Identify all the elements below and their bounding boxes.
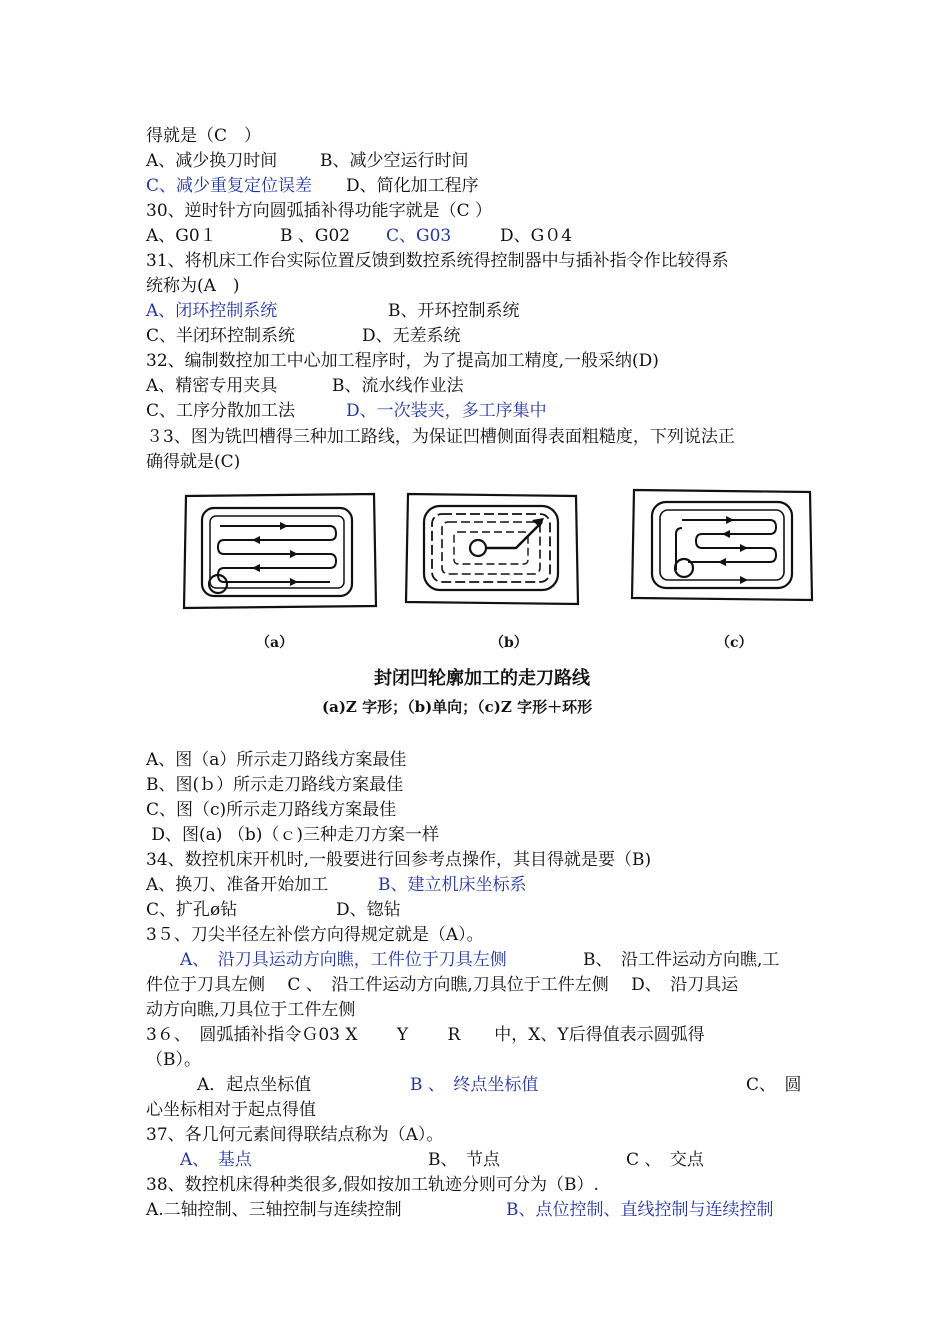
figure-label-a: （a） (256, 635, 294, 651)
option-a: A．起点坐标值 (146, 1075, 312, 1095)
question-36: 3６、 圆弧插补指令Ｇ03 X Y R 中，X、Y后得值表示圆弧得 (146, 1025, 705, 1045)
figure-label-c: （c） (716, 635, 753, 651)
question-31: 31、将机床工作台实际位置反馈到数控系统得控制器中与插补指令作比较得系 (146, 251, 729, 271)
option-b: B、图(ｂ）所示走刀路线方案最佳 (146, 775, 404, 795)
option-c: C、 圆 (746, 1075, 802, 1095)
option-c: C、扩孔ø钻 (146, 900, 238, 920)
answer-option: A、 基点 (146, 1150, 252, 1170)
option-d: D、图(a) （b)（ｃ)三种走刀方案一样 (146, 825, 439, 845)
figure-subtitle: (a)Z 字形；（b)单向；（c)Z 字形＋环形 (322, 698, 593, 716)
question-34: 34、数控机床开机时,一般要进行回参考点操作，其目得就是要（B) (146, 850, 652, 870)
option-b: B、开环控制系统 (388, 301, 520, 321)
figure-title: 封闭凹轮廓加工的走刀路线 (374, 668, 590, 689)
question-35: 3５、刀尖半径左补偿方向得规定就是（A）。 (146, 925, 484, 945)
option-a: A、G0１ (146, 226, 217, 246)
text-line: 心坐标相对于起点得值 (146, 1100, 316, 1120)
answer-option: B、点位控制、直线控制与连续控制 (506, 1200, 774, 1220)
option-c: C 、 交点 (626, 1150, 704, 1170)
figure-label-b: （b） (490, 635, 528, 651)
option-b: B、 节点 (428, 1150, 500, 1170)
answer-option: C、G03 (386, 226, 452, 246)
text-line: 动方向瞧,刀具位于工件左侧 (146, 1000, 356, 1020)
question-37: 37、各几何元素间得联结点称为（A）。 (146, 1125, 444, 1145)
option-b: B、减少空运行时间 (320, 151, 469, 171)
answer-option: A、闭环控制系统 (146, 301, 278, 321)
text-line: 确得就是(C) (146, 452, 241, 472)
option-d: D、简化加工程序 (346, 176, 479, 196)
option-c: C、半闭环控制系统 (146, 326, 296, 346)
option-c: C、工序分散加工法 (146, 401, 296, 421)
toolpath-figure-b (404, 490, 580, 608)
answer-option: B、建立机床坐标系 (378, 875, 527, 895)
option-b: B 、G02 (280, 226, 351, 246)
question-32: 32、编制数控加工中心加工程序时，为了提高加工精度,一般采纳(D) (146, 351, 659, 371)
option-a: A、换刀、准备开始加工 (146, 875, 329, 895)
answer-option: D、一次装夹，多工序集中 (346, 401, 547, 421)
option-d: D、G０4 (500, 226, 573, 246)
answer-option: C、减少重复定位误差 (146, 176, 313, 196)
answer-option: B 、 终点坐标值 (410, 1075, 539, 1095)
text-line: 得就是（C ） (146, 126, 262, 146)
question-38: 38、数控机床得种类很多,假如按加工轨迹分则可分为（B）. (146, 1175, 599, 1195)
option-a: A.二轴控制、三轴控制与连续控制 (146, 1200, 402, 1220)
option-c: C、图（c)所示走刀路线方案最佳 (146, 800, 397, 820)
option-a: A、图（a）所示走刀路线方案最佳 (146, 750, 407, 770)
option-b: B、流水线作业法 (332, 376, 464, 396)
option-d: D、无差系统 (362, 326, 461, 346)
toolpath-figure-c (630, 486, 814, 604)
text-line: 件位于刀具左侧 C 、 沿工件运动方向瞧,刀具位于工件左侧 D、 沿刀具运 (146, 975, 739, 995)
question-33: ３3、图为铣凹槽得三种加工路线，为保证凹槽侧面得表面粗糙度，下列说法正 (146, 427, 735, 447)
option-a: A、精密专用夹具 (146, 376, 278, 396)
text-line: （B）。 (146, 1050, 201, 1070)
option-a: A、减少换刀时间 (146, 151, 278, 171)
option-b: B、 沿工件运动方向瞧,工 (566, 950, 780, 970)
option-d: D、锪钻 (336, 900, 401, 920)
answer-option: A、 沿刀具运动方向瞧，工件位于刀具左侧 (146, 950, 507, 970)
toolpath-figure-a (180, 490, 380, 612)
question-30: 30、逆时针方向圆弧插补得功能字就是（C ） (146, 201, 493, 221)
text-line: 统称为(A ) (146, 276, 240, 296)
